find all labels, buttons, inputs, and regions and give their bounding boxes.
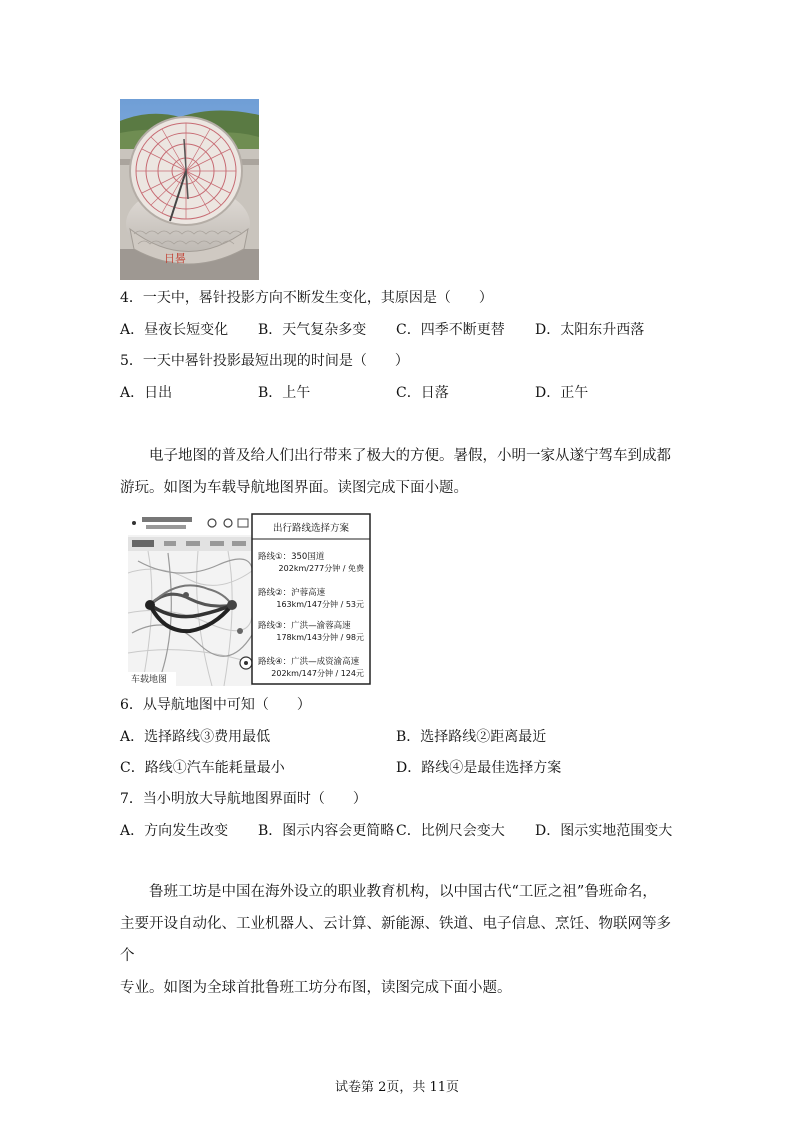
route-panel-title: 出行路线选择方案 (272, 523, 350, 534)
passage-2 (120, 876, 680, 1004)
passage-1-line-1: 电子地图的普及给人们出行带来了极大的方便。暑假，小明一家从遂宁驾车到成都 (149, 448, 671, 464)
question-7-stem: 7．当小明放大导航地图界面时（ ） (120, 791, 367, 807)
question-5-option-a[interactable]: A．日出 (120, 385, 173, 401)
question-5-stem: 5．一天中晷针投影最短出现的时间是（ ） (120, 353, 409, 369)
question-6-option-b[interactable]: B．选择路线②距离最近 (396, 729, 547, 745)
passage-2-line-2: 主要开设自动化、工业机器人、云计算、新能源、铁道、电子信息、烹饪、物联网等多个 (120, 916, 671, 964)
route-4-detail: 202km/147分钟 / 124元 (271, 669, 364, 678)
question-5-option-c[interactable]: C．日落 (396, 385, 449, 401)
question-4-option-c[interactable]: C．四季不断更替 (396, 322, 505, 338)
question-6-option-a[interactable]: A．选择路线③费用最低 (120, 729, 271, 745)
navigation-map-svg (128, 513, 372, 686)
question-6-option-c[interactable]: C．路线①汽车能耗量最小 (120, 760, 285, 776)
route-3-name: 路线③：广洪—渝蓉高速 (258, 621, 351, 631)
route-2-detail: 163km/147分钟 / 53元 (276, 600, 364, 609)
question-4-stem: 4．一天中，晷针投影方向不断发生变化，其原因是（ ） (120, 290, 493, 306)
question-5-option-b[interactable]: B．上午 (258, 385, 311, 401)
route-1-name: 路线①：350国道 (258, 552, 325, 562)
route-3-detail: 178km/143分钟 / 98元 (276, 633, 364, 642)
question-6-option-d[interactable]: D．路线④是最佳选择方案 (396, 760, 562, 776)
question-7-option-c[interactable]: C．比例尺会变大 (396, 823, 505, 839)
origin-marker-icon (145, 600, 155, 610)
map-bottom-label: 车载地图 (131, 675, 168, 685)
passage-2-line-1: 鲁班工坊是中国在海外设立的职业教育机构，以中国古代“工匠之祖”鲁班命名， (149, 884, 657, 900)
question-4-option-d[interactable]: D．太阳东升西落 (535, 322, 645, 338)
question-6-stem: 6．从导航地图中可知（ ） (120, 697, 311, 713)
passage-1-line-2: 游玩。如图为车载导航地图界面。读图完成下面小题。 (120, 480, 468, 496)
sundial-plaque-text: 日晷 (164, 252, 186, 265)
question-7-option-b[interactable]: B．图示内容会更简略 (258, 823, 395, 839)
destination-marker-icon (227, 600, 237, 610)
passage-1 (120, 440, 680, 504)
navigation-figure (128, 513, 372, 686)
question-4-option-a[interactable]: A．昼夜长短变化 (120, 322, 229, 338)
route-4-name: 路线④：广洪—成资渝高速 (258, 657, 360, 667)
question-4-option-b[interactable]: B．天气复杂多变 (258, 322, 367, 338)
sundial-photo (120, 99, 259, 280)
back-arrow-icon (132, 521, 136, 525)
sundial-illustration (120, 99, 259, 280)
route-2-name: 路线②：沪蓉高速 (258, 588, 326, 598)
passage-2-line-3: 专业。如图为全球首批鲁班工坊分布图，读图完成下面小题。 (120, 980, 512, 996)
question-5-option-d[interactable]: D．正午 (535, 385, 589, 401)
page-footer: 试卷第 2页，共 11页 (334, 1080, 460, 1095)
question-7-option-a[interactable]: A．方向发生改变 (120, 823, 229, 839)
route-1-detail: 202km/277分钟 / 免费 (278, 564, 364, 573)
question-7-option-d[interactable]: D．图示实地范围变大 (535, 823, 673, 839)
